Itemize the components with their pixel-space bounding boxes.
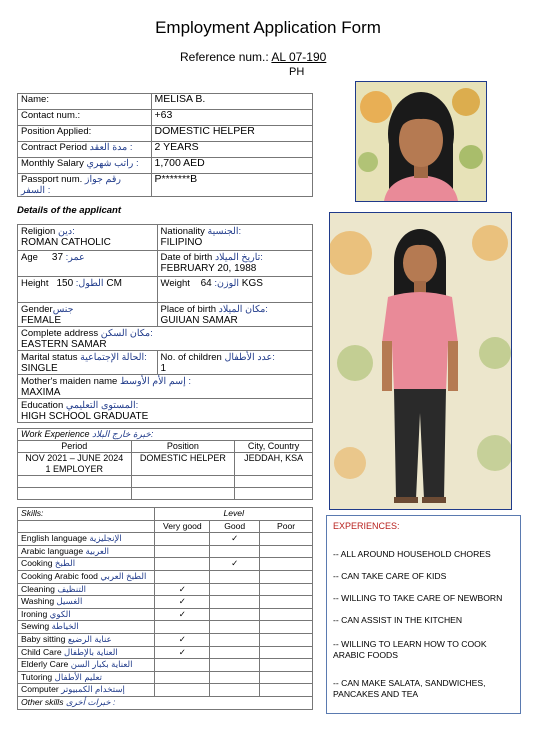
level-cell [260,533,313,546]
marital-value: SINGLE [21,363,58,374]
address-value: EASTERN SAMAR [21,339,107,350]
skills-table [17,507,313,710]
skill-name: Ironing الكوي [18,608,155,621]
table-row [18,142,313,158]
level-cell [210,621,260,634]
skill-row [18,671,313,684]
skill-row [18,608,313,621]
skill-row [18,570,313,583]
experience-item: -- ALL AROUND HOUSEHOLD CHORES [333,549,491,559]
level-cell [260,621,313,634]
table-row [18,158,313,174]
table-row [18,126,313,142]
experience-item: -- CAN TAKE CARE OF KIDS [333,571,447,581]
checkmark-icon: ✓ [210,558,260,571]
table-row [18,508,313,521]
skill-name: Cooking الطبخ [18,558,155,571]
table-row [18,327,313,351]
form-title: Employment Application Form [155,18,381,37]
table-row [18,453,313,476]
education-value: HIGH SCHOOL GRADUATE [21,411,149,422]
work-period: NOV 2021 – JUNE 2024 1 EMPLOYER [18,453,132,476]
level-cell [210,583,260,596]
table-row [18,277,313,303]
level-cell [155,570,210,583]
skill-name: Tutoring تعليم الأطفال [18,671,155,684]
nationality-cell: Nationality الجنسية: FILIPINO [157,225,312,251]
height-value: 150 CM [56,278,122,289]
salary-value: 1,700 AED [151,158,312,174]
education-cell: Education المستوى التعليمي: HIGH SCHOOL GRADUATE [18,399,313,423]
level-cell [155,659,210,672]
skills-heading: Skills: [18,508,155,521]
level-heading: Level [155,508,313,521]
dob-value: FEBRUARY 20, 1988 [160,263,257,274]
skill-name: Arabic language العربية [18,545,155,558]
table-row [18,174,313,197]
level-cell [155,533,210,546]
table-row [18,251,313,277]
reference-value: AL 07-190 [271,50,327,64]
weight-value: 64 KGS [200,278,263,289]
skill-row [18,621,313,634]
reference-number [180,50,326,64]
level-cell [260,659,313,672]
level-cell [260,558,313,571]
contact-label: Contact num.: [18,110,152,126]
basic-info-table [17,93,313,197]
col-position: Position [131,441,235,453]
skill-row [18,659,313,672]
skill-name: Elderly Care العناية بكبار السن [18,659,155,672]
weight-cell: Weight الوزن: 64 KGS [157,277,312,303]
level-cell [155,671,210,684]
level-cell [155,621,210,634]
level-cell [210,684,260,697]
contract-label: Contract Period مدة العقد : [18,142,152,158]
skill-name: Cleaning التنظيف [18,583,155,596]
table-row [18,225,313,251]
other-skills: Other skills خبرات أخرى : [18,696,313,709]
name-label: Name: [18,94,152,110]
experience-item: -- WILLING TO LEARN HOW TO COOK ARABIC FOODS [333,639,487,660]
checkmark-icon: ✓ [155,583,210,596]
level-cell [260,646,313,659]
experience-item: -- CAN MAKE SALATA, SANDWICHES, PANCAKES AND TEA [333,678,486,699]
level-cell [260,596,313,609]
level-cell [155,558,210,571]
checkmark-icon: ✓ [155,608,210,621]
level-cell [210,633,260,646]
table-row [18,441,313,453]
level-cell [210,596,260,609]
applicant-full-body-photo [329,212,512,510]
level-cell [260,633,313,646]
checkmark-icon: ✓ [155,646,210,659]
col-city: City, Country [235,441,313,453]
marital-cell: Marital status الحالة الإجتماعية: SINGLE [18,351,158,375]
skill-row [18,596,313,609]
position-value: DOMESTIC HELPER [151,126,312,142]
gender-value: FEMALE [21,315,62,326]
position-label: Position Applied: [18,126,152,142]
mother-value: MAXIMA [21,387,61,398]
experience-item: -- WILLING TO TAKE CARE OF NEWBORN [333,593,503,603]
skill-row [18,633,313,646]
religion-cell: Religion دين: ROMAN CATHOLIC [18,225,158,251]
mother-cell: Mother's maiden name إسم الأم الأوسط : MAXIMA [18,375,313,399]
level-cell [210,646,260,659]
level-cell [260,583,313,596]
table-row [18,303,313,327]
level-cell [155,545,210,558]
skill-row [18,646,313,659]
checkmark-icon: ✓ [155,596,210,609]
work-position: DOMESTIC HELPER [131,453,235,476]
pob-value: GUIUAN SAMAR [160,315,238,326]
pob-cell: Place of birth مكان الميلاد: GUIUAN SAMAR [157,303,312,327]
skill-row [18,583,313,596]
salary-label: Monthly Salary راتب شهري : [18,158,152,174]
level-cell [210,659,260,672]
table-row [18,488,313,500]
level-cell [260,684,313,697]
level-cell [210,570,260,583]
skill-name: Child Care العناية بالإطفال [18,646,155,659]
skill-name: Baby sitting عناية الرضيع [18,633,155,646]
full-body-image [330,213,511,509]
skill-name: Sewing الخياطة [18,621,155,634]
children-cell: No. of children عدد الأطفال: 1 [157,351,312,375]
height-cell: Height الطول: 150 CM [18,277,158,303]
country-code: PH [289,66,305,78]
work-city: JEDDAH, KSA [235,453,313,476]
religion-value: ROMAN CATHOLIC [21,237,111,248]
skill-row [18,558,313,571]
table-row [18,429,313,441]
table-row [18,696,313,709]
age-cell: Age عمر: 37 [18,251,158,277]
passport-label: Passport num. رقم جواز السفر : [18,174,152,197]
level-cell [210,671,260,684]
work-experience-table [17,428,313,500]
level-cell [155,684,210,697]
experience-item: -- CAN ASSIST IN THE KITCHEN [333,615,463,625]
headshot-image [356,82,486,201]
skill-row [18,684,313,697]
level-cell [210,545,260,558]
dob-cell: Date of birth تاريخ الميلاد: FEBRUARY 20, 1988 [157,251,312,277]
table-row [18,476,313,488]
level-cell [260,608,313,621]
table-row [18,520,313,533]
table-row [18,399,313,423]
col-period: Period [18,441,132,453]
applicant-details-table [17,224,313,423]
contract-value: 2 YEARS [151,142,312,158]
nationality-value: FILIPINO [160,237,203,248]
table-row [18,110,313,126]
skill-name: Washing الغسيل [18,596,155,609]
experiences-title: EXPERIENCES: [333,521,400,531]
level-cell [260,570,313,583]
address-cell: Complete address مكان السكن: EASTERN SAMAR [18,327,313,351]
skill-row [18,533,313,546]
children-value: 1 [160,363,167,374]
level-cell [260,671,313,684]
col-good: Good [210,520,260,533]
col-very-good: Very good [155,520,210,533]
passport-value: P*******B [151,174,312,197]
level-cell [260,545,313,558]
checkmark-icon: ✓ [155,633,210,646]
gender-cell: Genderجنس FEMALE [18,303,158,327]
skill-name: Computer إستخدام الكمبيوتر [18,684,155,697]
reference-label: Reference num.: [180,50,269,64]
col-poor: Poor [260,520,313,533]
table-row [18,351,313,375]
table-row [18,94,313,110]
table-row [18,375,313,399]
checkmark-icon: ✓ [210,533,260,546]
skill-name: Cooking Arabic food الطبخ العربي [18,570,155,583]
level-cell [210,608,260,621]
skill-name: English language الإنجليزية [18,533,155,546]
age-value: 37 [51,252,64,263]
skill-row [18,545,313,558]
name-value: MELISA B. [151,94,312,110]
work-heading: Work Experience خبرة خارج البلاد: [18,429,313,441]
details-heading: Details of the applicant [17,205,121,216]
contact-value: +63 [151,110,312,126]
applicant-headshot-photo [355,81,487,202]
